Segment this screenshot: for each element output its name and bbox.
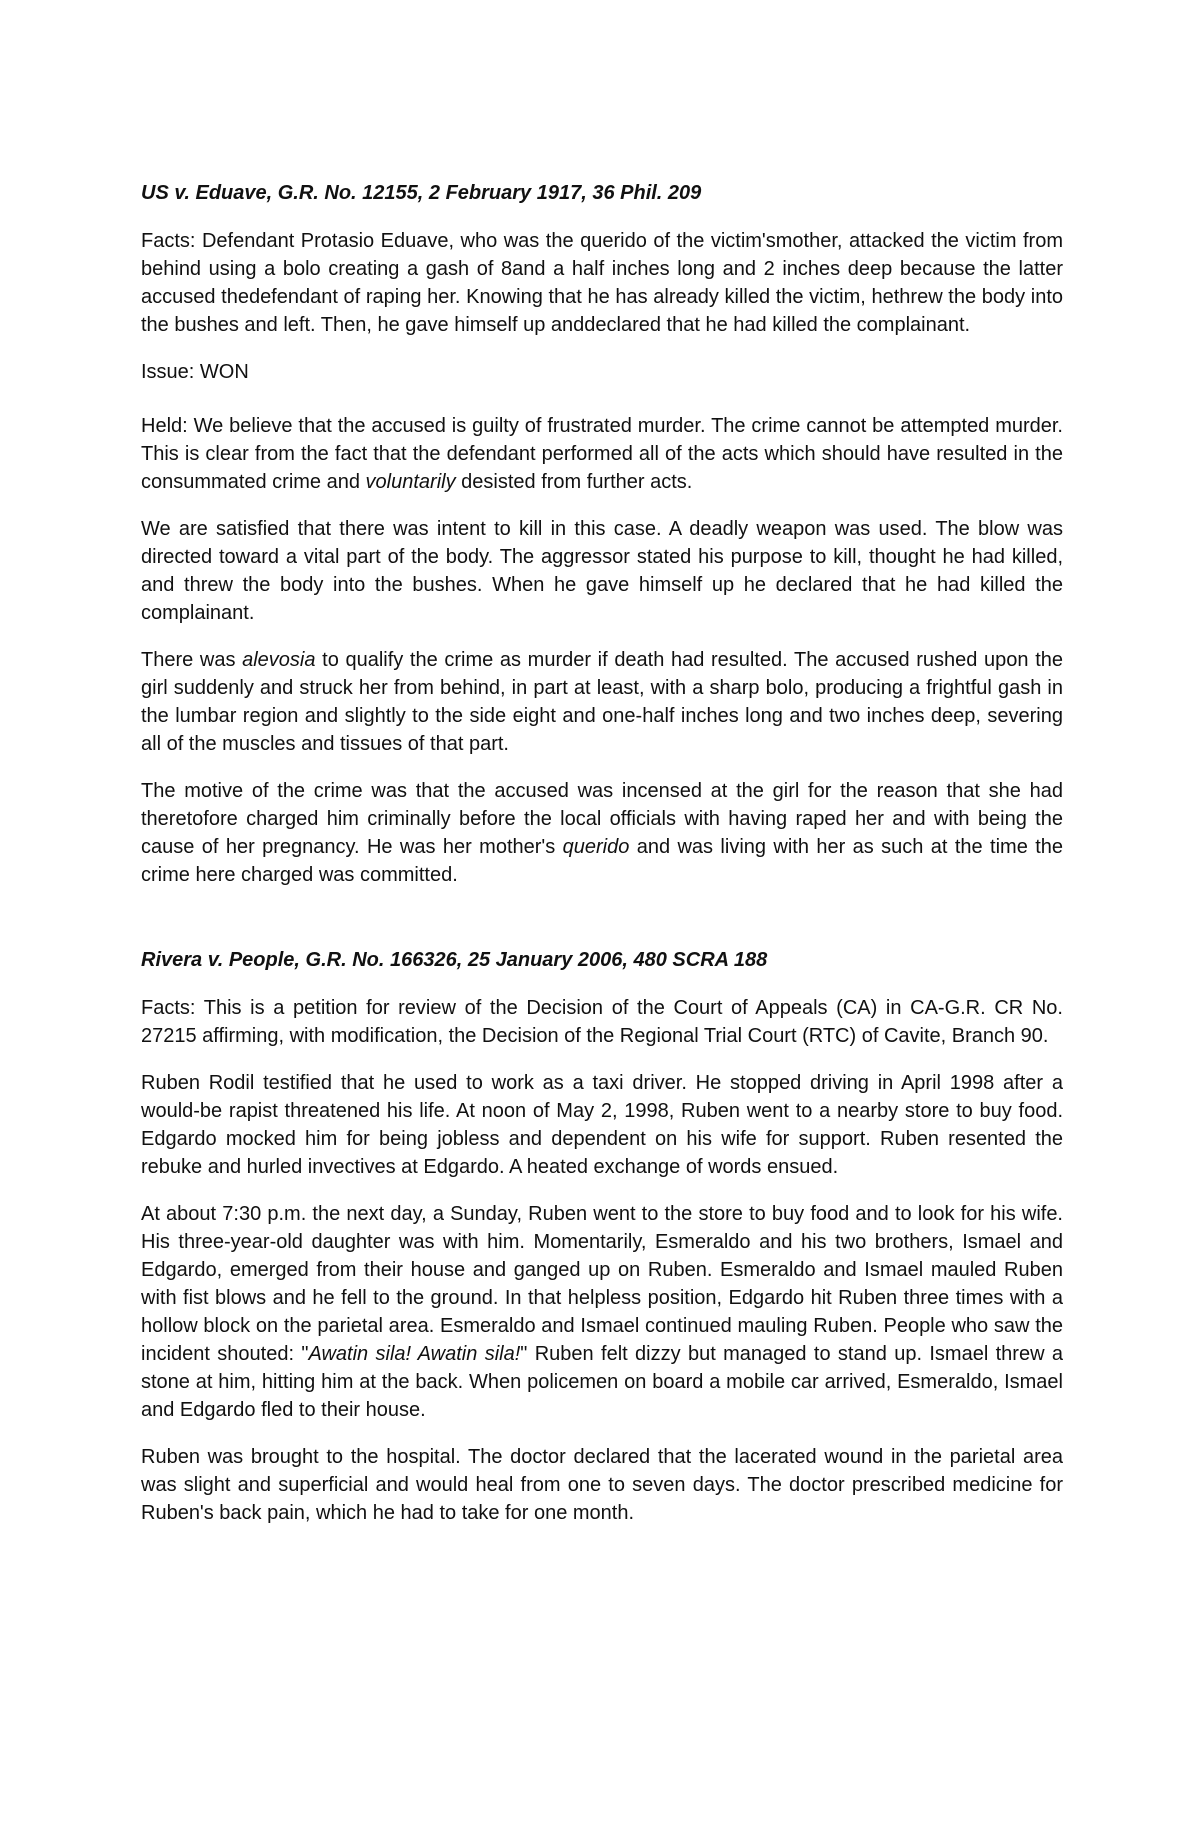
facts-paragraph-rivera: Facts: This is a petition for review of the Decision of the Court of Appeals (CA) in CA-G.R. CR No. 27215 affirming, with modification, the Decision of the Regional Trial Court (RTC) of Cavite, Branch 90. (141, 997, 1063, 1047)
issue-paragraph: Issue: WON (141, 361, 249, 383)
facts-paragraph: Facts: Defendant Protasio Eduave, who was the querido of the victim'smother, attacked the victim from behind using a bolo creating a gash of 8and a half inches long and 2 inches deep because the latter accused thedefendant of raping her. Knowing that he has already killed the victim, hethrew the body into the bushes and left. Then, he gave himself up anddeclared that he had killed the complainant. (141, 230, 1063, 336)
case-title-eduave: US v. Eduave, G.R. No. 12155, 2 February 1917, 36 Phil. 209 (141, 182, 702, 204)
incident-text: At about 7:30 p.m. the next day, a Sunday, Ruben went to the store to buy food and to look for his wife. His three-year-old daughter was with him. Momentarily, Esmeraldo and his two brothers, Ismael and Edgardo, emerged from their house and ganged up on Ruben. Esmeraldo and Ismael mauled Ruben with fist blows and he fell to the ground. In that helpless position, Edgardo hit Ruben three times with a hollow block on the parietal area. Esmeraldo and Ismael continued mauling Ruben. People who saw the incident shouted: " (141, 1203, 1063, 1365)
motive-text-end: and was living with her as such at the time the crime here charged was committed. (141, 836, 1064, 886)
motive-emphasis: querido (562, 836, 630, 858)
alevosia-emphasis: alevosia (242, 649, 316, 671)
incident-paragraph (141, 1200, 1063, 1424)
alevosia-paragraph (141, 646, 1063, 758)
held-paragraph (141, 412, 1063, 496)
intent-paragraph: We are satisfied that there was intent to kill in this case. A deadly weapon was used. The blow was directed toward a vital part of the body. The aggressor stated his purpose to kill, thought he had killed, and threw the body into the bushes. When he gave himself up he declared that he had killed the complainant. (141, 518, 1063, 624)
incident-text-end: " Ruben felt dizzy but managed to stand up. Ismael threw a stone at him, hitting him at the back. When policemen on board a mobile car arrived, Esmeraldo, Ismael and Edgardo fled to their house. (141, 1343, 1063, 1421)
motive-text: The motive of the crime was that the accused was incensed at the girl for the reason that she had theretofore charged him criminally before the local officials with having raped her and with being the cause of her pregnancy. He was her mother's (141, 780, 1063, 858)
alevosia-text-end: to qualify the crime as murder if death had resulted. The accused rushed upon the girl suddenly and struck her from behind, in part at least, with a sharp bolo, producing a frightful gash in the lumbar region and slightly to the side eight and one-half inches long and two inches deep, severing all of the muscles and tissues of that part. (141, 649, 1063, 755)
alevosia-text: There was (141, 649, 243, 671)
held-emphasis: voluntarily (365, 471, 456, 493)
case-title-rivera: Rivera v. People, G.R. No. 166326, 25 January 2006, 480 SCRA 188 (141, 949, 768, 971)
held-text: Held: We believe that the accused is guilty of frustrated murder. The crime cannot be attempted murder. This is clear from the fact that the defendant performed all of the acts which should have resulted in the consummated crime and (141, 415, 1063, 493)
held-text-end: desisted from further acts. (455, 471, 693, 493)
hospital-paragraph: Ruben was brought to the hospital. The doctor declared that the lacerated wound in the parietal area was slight and superficial and would heal from one to seven days. The doctor prescribed medicine for Ruben's back pain, which he had to take for one month. (141, 1446, 1063, 1524)
document-page (141, 180, 1063, 1546)
incident-emphasis: Awatin sila! Awatin sila! (308, 1343, 521, 1365)
testimony-paragraph: Ruben Rodil testified that he used to work as a taxi driver. He stopped driving in April 1998 after a would-be rapist threatened his life. At noon of May 2, 1998, Ruben went to a nearby store to buy food. Edgardo mocked him for being jobless and dependent on his wife for support. Ruben resented the rebuke and hurled invectives at Edgardo. A heated exchange of words ensued. (141, 1072, 1063, 1178)
motive-paragraph (141, 777, 1063, 889)
